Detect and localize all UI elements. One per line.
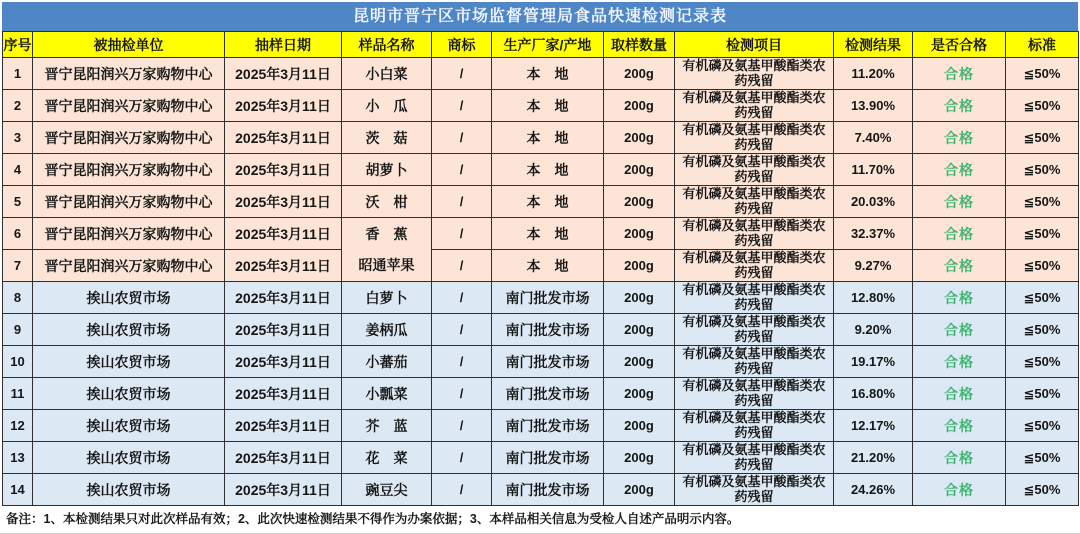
qualified-cell: 合格 <box>913 218 1006 250</box>
table-row <box>3 58 1079 90</box>
footer-note: 备注：1、本检测结果只对此次样品有效；2、此次快速检测结果不得作为办案依据；3、本样品相关信息为受检人自述产品明示内容。 <box>2 506 1078 533</box>
unit-cell: 晋宁昆阳润兴万家购物中心 <box>33 90 225 122</box>
sample-name-cell: 香 蕉 <box>342 218 432 250</box>
origin-cell: 南门批发市场 <box>492 314 604 346</box>
sample-name-cell: 白萝卜 <box>342 282 432 314</box>
quantity-cell: 200g <box>604 154 675 186</box>
date-cell: 2025年3月11日 <box>225 122 342 154</box>
brand-cell: / <box>432 346 492 378</box>
date-cell: 2025年3月11日 <box>225 442 342 474</box>
qualified-cell: 合格 <box>913 122 1006 154</box>
brand-cell: / <box>432 442 492 474</box>
origin-cell: 本 地 <box>492 58 604 90</box>
quantity-cell: 200g <box>604 474 675 506</box>
unit-cell: 挨山农贸市场 <box>33 346 225 378</box>
test-result-cell: 19.17% <box>834 346 913 378</box>
standard-cell: ≦50% <box>1006 154 1079 186</box>
column-header-serial: 序号 <box>3 32 33 58</box>
test-result-cell: 24.26% <box>834 474 913 506</box>
serial-cell: 14 <box>3 474 33 506</box>
column-header-sample: 样品名称 <box>342 32 432 58</box>
table-row <box>3 314 1079 346</box>
brand-cell: / <box>432 250 492 282</box>
origin-cell: 本 地 <box>492 90 604 122</box>
qualified-cell: 合格 <box>913 90 1006 122</box>
qualified-cell: 合格 <box>913 314 1006 346</box>
standard-cell: ≦50% <box>1006 314 1079 346</box>
test-result-cell: 11.70% <box>834 154 913 186</box>
inspection-record-table <box>2 31 1079 506</box>
table-row <box>3 90 1079 122</box>
test-result-cell: 13.90% <box>834 90 913 122</box>
table-header <box>3 32 1079 58</box>
standard-cell: ≦50% <box>1006 378 1079 410</box>
unit-cell: 挨山农贸市场 <box>33 442 225 474</box>
standard-cell: ≦50% <box>1006 346 1079 378</box>
brand-cell: / <box>432 218 492 250</box>
date-cell: 2025年3月11日 <box>225 474 342 506</box>
test-item-cell: 有机磷及氨基甲酸酯类农药残留 <box>675 346 834 378</box>
table-body <box>3 58 1079 506</box>
brand-cell: / <box>432 378 492 410</box>
standard-cell: ≦50% <box>1006 282 1079 314</box>
unit-cell: 晋宁昆阳润兴万家购物中心 <box>33 250 225 282</box>
test-item-cell: 有机磷及氨基甲酸酯类农药残留 <box>675 154 834 186</box>
test-result-cell: 16.80% <box>834 378 913 410</box>
column-header-test-result: 检测结果 <box>834 32 913 58</box>
test-result-cell: 11.20% <box>834 58 913 90</box>
qualified-cell: 合格 <box>913 378 1006 410</box>
quantity-cell: 200g <box>604 410 675 442</box>
serial-cell: 5 <box>3 186 33 218</box>
quantity-cell: 200g <box>604 122 675 154</box>
sample-name-cell: 小 瓜 <box>342 90 432 122</box>
serial-cell: 12 <box>3 410 33 442</box>
test-result-cell: 20.03% <box>834 186 913 218</box>
unit-cell: 挨山农贸市场 <box>33 282 225 314</box>
date-cell: 2025年3月11日 <box>225 314 342 346</box>
qualified-cell: 合格 <box>913 346 1006 378</box>
origin-cell: 本 地 <box>492 186 604 218</box>
date-cell: 2025年3月11日 <box>225 410 342 442</box>
column-header-test-item: 检测项目 <box>675 32 834 58</box>
table-row <box>3 346 1079 378</box>
quantity-cell: 200g <box>604 314 675 346</box>
test-item-cell: 有机磷及氨基甲酸酯类农药残留 <box>675 442 834 474</box>
brand-cell: / <box>432 90 492 122</box>
standard-cell: ≦50% <box>1006 186 1079 218</box>
serial-cell: 8 <box>3 282 33 314</box>
test-result-cell: 7.40% <box>834 122 913 154</box>
unit-cell: 晋宁昆阳润兴万家购物中心 <box>33 186 225 218</box>
test-result-cell: 12.80% <box>834 282 913 314</box>
quantity-cell: 200g <box>604 218 675 250</box>
standard-cell: ≦50% <box>1006 410 1079 442</box>
quantity-cell: 200g <box>604 58 675 90</box>
serial-cell: 1 <box>3 58 33 90</box>
standard-cell: ≦50% <box>1006 474 1079 506</box>
date-cell: 2025年3月11日 <box>225 378 342 410</box>
page-title: 昆明市晋宁区市场监督管理局食品快速检测记录表 <box>2 2 1078 31</box>
column-header-qualified: 是否合格 <box>913 32 1006 58</box>
origin-cell: 南门批发市场 <box>492 346 604 378</box>
test-result-cell: 12.17% <box>834 410 913 442</box>
table-row <box>3 442 1079 474</box>
qualified-cell: 合格 <box>913 58 1006 90</box>
origin-cell: 南门批发市场 <box>492 410 604 442</box>
column-header-date: 抽样日期 <box>225 32 342 58</box>
test-result-cell: 9.27% <box>834 250 913 282</box>
table-row <box>3 250 1079 282</box>
origin-cell: 南门批发市场 <box>492 378 604 410</box>
date-cell: 2025年3月11日 <box>225 90 342 122</box>
date-cell: 2025年3月11日 <box>225 250 342 282</box>
unit-cell: 挨山农贸市场 <box>33 410 225 442</box>
quantity-cell: 200g <box>604 90 675 122</box>
date-cell: 2025年3月11日 <box>225 218 342 250</box>
test-item-cell: 有机磷及氨基甲酸酯类农药残留 <box>675 378 834 410</box>
standard-cell: ≦50% <box>1006 90 1079 122</box>
origin-cell: 本 地 <box>492 154 604 186</box>
table-row <box>3 218 1079 250</box>
date-cell: 2025年3月11日 <box>225 282 342 314</box>
origin-cell: 本 地 <box>492 218 604 250</box>
table-row <box>3 122 1079 154</box>
brand-cell: / <box>432 474 492 506</box>
test-item-cell: 有机磷及氨基甲酸酯类农药残留 <box>675 90 834 122</box>
column-header-brand: 商标 <box>432 32 492 58</box>
brand-cell: / <box>432 122 492 154</box>
serial-cell: 7 <box>3 250 33 282</box>
qualified-cell: 合格 <box>913 186 1006 218</box>
table-row <box>3 474 1079 506</box>
test-item-cell: 有机磷及氨基甲酸酯类农药残留 <box>675 250 834 282</box>
sample-name-cell: 昭通苹果 <box>342 250 432 282</box>
test-item-cell: 有机磷及氨基甲酸酯类农药残留 <box>675 282 834 314</box>
test-item-cell: 有机磷及氨基甲酸酯类农药残留 <box>675 474 834 506</box>
serial-cell: 9 <box>3 314 33 346</box>
qualified-cell: 合格 <box>913 282 1006 314</box>
sample-name-cell: 小蕃茄 <box>342 346 432 378</box>
brand-cell: / <box>432 282 492 314</box>
unit-cell: 挨山农贸市场 <box>33 378 225 410</box>
unit-cell: 晋宁昆阳润兴万家购物中心 <box>33 58 225 90</box>
sample-name-cell: 小白菜 <box>342 58 432 90</box>
test-item-cell: 有机磷及氨基甲酸酯类农药残留 <box>675 314 834 346</box>
serial-cell: 13 <box>3 442 33 474</box>
serial-cell: 3 <box>3 122 33 154</box>
table-header-row <box>3 32 1079 58</box>
qualified-cell: 合格 <box>913 442 1006 474</box>
serial-cell: 2 <box>3 90 33 122</box>
test-item-cell: 有机磷及氨基甲酸酯类农药残留 <box>675 218 834 250</box>
origin-cell: 南门批发市场 <box>492 474 604 506</box>
qualified-cell: 合格 <box>913 410 1006 442</box>
column-header-standard: 标准 <box>1006 32 1079 58</box>
serial-cell: 11 <box>3 378 33 410</box>
serial-cell: 10 <box>3 346 33 378</box>
table-row <box>3 186 1079 218</box>
standard-cell: ≦50% <box>1006 218 1079 250</box>
quantity-cell: 200g <box>604 282 675 314</box>
table-row <box>3 378 1079 410</box>
quantity-cell: 200g <box>604 442 675 474</box>
quantity-cell: 200g <box>604 186 675 218</box>
qualified-cell: 合格 <box>913 154 1006 186</box>
date-cell: 2025年3月11日 <box>225 58 342 90</box>
brand-cell: / <box>432 410 492 442</box>
test-item-cell: 有机磷及氨基甲酸酯类农药残留 <box>675 186 834 218</box>
column-header-quantity: 取样数量 <box>604 32 675 58</box>
sample-name-cell: 小瓢菜 <box>342 378 432 410</box>
table-row <box>3 410 1079 442</box>
date-cell: 2025年3月11日 <box>225 186 342 218</box>
quantity-cell: 200g <box>604 378 675 410</box>
unit-cell: 晋宁昆阳润兴万家购物中心 <box>33 218 225 250</box>
test-result-cell: 21.20% <box>834 442 913 474</box>
sample-name-cell: 姜柄瓜 <box>342 314 432 346</box>
column-header-unit: 被抽检单位 <box>33 32 225 58</box>
origin-cell: 本 地 <box>492 122 604 154</box>
brand-cell: / <box>432 186 492 218</box>
column-header-origin: 生产厂家/产地 <box>492 32 604 58</box>
origin-cell: 南门批发市场 <box>492 282 604 314</box>
test-item-cell: 有机磷及氨基甲酸酯类农药残留 <box>675 58 834 90</box>
brand-cell: / <box>432 58 492 90</box>
qualified-cell: 合格 <box>913 250 1006 282</box>
quantity-cell: 200g <box>604 250 675 282</box>
origin-cell: 本 地 <box>492 250 604 282</box>
serial-cell: 4 <box>3 154 33 186</box>
sample-name-cell: 胡萝卜 <box>342 154 432 186</box>
standard-cell: ≦50% <box>1006 442 1079 474</box>
unit-cell: 晋宁昆阳润兴万家购物中心 <box>33 154 225 186</box>
standard-cell: ≦50% <box>1006 122 1079 154</box>
qualified-cell: 合格 <box>913 474 1006 506</box>
origin-cell: 南门批发市场 <box>492 442 604 474</box>
sample-name-cell: 芥 蓝 <box>342 410 432 442</box>
unit-cell: 挨山农贸市场 <box>33 474 225 506</box>
sample-name-cell: 豌豆尖 <box>342 474 432 506</box>
date-cell: 2025年3月11日 <box>225 154 342 186</box>
table-row <box>3 282 1079 314</box>
test-result-cell: 32.37% <box>834 218 913 250</box>
sample-name-cell: 沃 柑 <box>342 186 432 218</box>
brand-cell: / <box>432 314 492 346</box>
unit-cell: 挨山农贸市场 <box>33 314 225 346</box>
standard-cell: ≦50% <box>1006 250 1079 282</box>
test-item-cell: 有机磷及氨基甲酸酯类农药残留 <box>675 410 834 442</box>
unit-cell: 晋宁昆阳润兴万家购物中心 <box>33 122 225 154</box>
sample-name-cell: 花 菜 <box>342 442 432 474</box>
table-row <box>3 154 1079 186</box>
test-result-cell: 9.20% <box>834 314 913 346</box>
test-item-cell: 有机磷及氨基甲酸酯类农药残留 <box>675 122 834 154</box>
date-cell: 2025年3月11日 <box>225 346 342 378</box>
sample-name-cell: 茨 菇 <box>342 122 432 154</box>
serial-cell: 6 <box>3 218 33 250</box>
brand-cell: / <box>432 154 492 186</box>
standard-cell: ≦50% <box>1006 58 1079 90</box>
quantity-cell: 200g <box>604 346 675 378</box>
